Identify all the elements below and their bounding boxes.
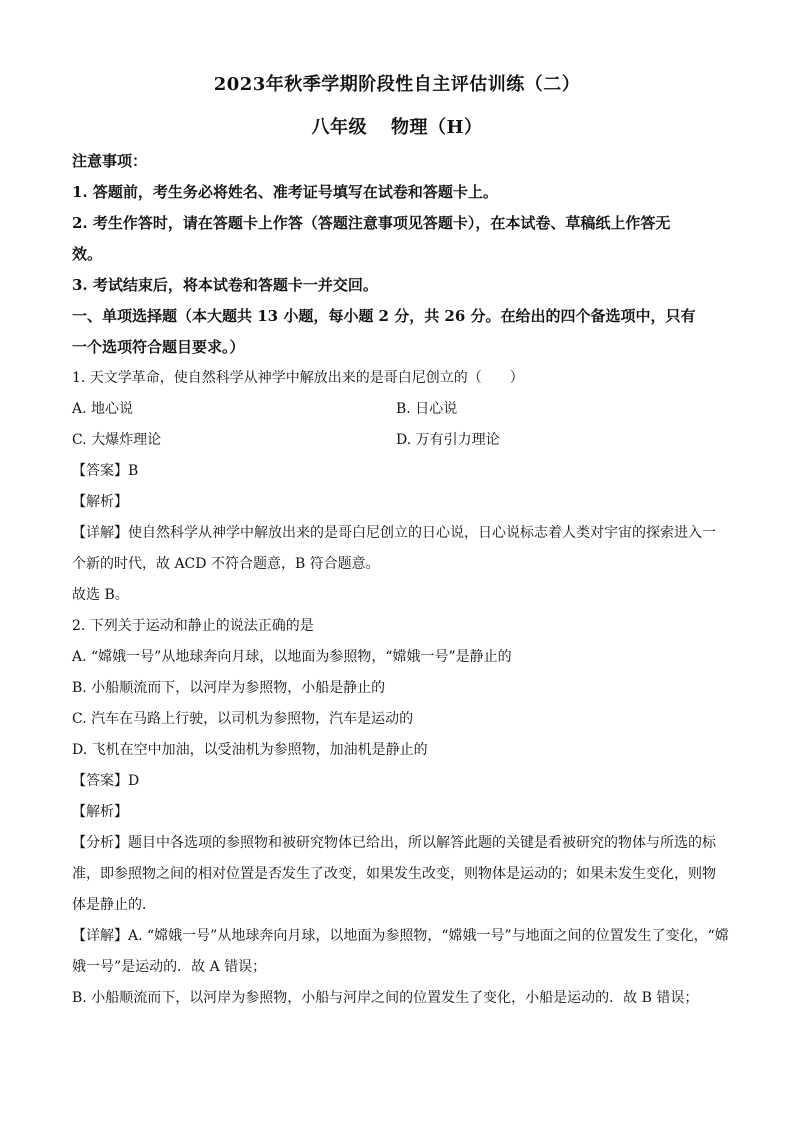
question-2-detail-line-3: B. 小船顺流而下，以河岸为参照物，小船与河岸之间的位置发生了变化，小船是运动的．故 B 错误； (72, 990, 699, 1006)
question-1-option-c: C. 大爆炸理论 (72, 432, 162, 448)
question-1-conclusion: 故选 B。 (72, 587, 129, 603)
question-2-analysis-label: 【解析】 (72, 804, 128, 820)
question-2-option-c: C. 汽车在马路上行驶，以司机为参照物，汽车是运动的 (72, 711, 414, 727)
question-1-options-row-2 (72, 425, 724, 456)
notice-item-1: 1. 答题前，考生务必将姓名、准考证号填写在试卷和答题卡上。 (72, 183, 498, 201)
question-1-option-b: B. 日心说 (396, 401, 458, 417)
question-1-answer: 【答案】B (72, 463, 139, 479)
question-2-detail-line-2: 娥一号”是运动的．故 A 错误； (72, 959, 267, 975)
subject-label: 物理（H） (390, 117, 483, 138)
question-1-detail-line-1: 【详解】使自然科学从神学中解放出来的是哥白尼创立的日心说，日心说标志着人类对宇宙的探索进入一 (72, 525, 716, 541)
question-2-fenxi-line-1: 【分析】题目中各选项的参照物和被研究物体已给出，所以解答此题的关键是看被研究的物体与所选的标 (72, 835, 716, 851)
question-1-analysis-label: 【解析】 (72, 494, 128, 510)
question-2-option-b: B. 小船顺流而下，以河岸为参照物，小船是静止的 (72, 680, 386, 696)
question-1-option-d: D. 万有引力理论 (396, 432, 500, 448)
exam-title: 2023年秋季学期阶段性自主评估训练（二） (213, 74, 581, 95)
question-2-detail-line-1: 【详解】A. “嫦娥一号”从地球奔向月球，以地面为参照物，“嫦娥一号”与地面之间的位置发生了变化，“嫦 (72, 928, 729, 944)
section-heading-line-1: 一、单项选择题（本大题共 13 小题，每小题 2 分，共 26 分。在给出的四个备选项中，只有 (72, 307, 696, 325)
question-1-detail-line-2: 个新的时代，故 ACD 不符合题意，B 符合题意。 (72, 556, 380, 572)
notice-heading: 注意事项： (72, 152, 148, 170)
question-2-fenxi-line-2: 准，即参照物之间的相对位置是否发生了改变，如果发生改变，则物体是运动的；如果未发生变化，则物 (72, 866, 716, 882)
notice-item-2-line-2: 效。 (72, 245, 103, 263)
exam-subtitle (0, 113, 794, 139)
section-heading-line-2: 一个选项符合题目要求。） (72, 338, 245, 356)
grade-label: 八年级 (311, 117, 367, 138)
notice-item-2-line-1: 2. 考生作答时，请在答题卡上作答（答题注意事项见答题卡），在本试卷、草稿纸上作答无 (72, 214, 671, 232)
question-1-options-row-1 (72, 394, 724, 425)
question-1-stem: 1. 天文学革命，使自然科学从神学中解放出来的是哥白尼创立的（ ） (72, 370, 524, 386)
question-2-stem: 2. 下列关于运动和静止的说法正确的是 (72, 618, 314, 634)
question-2-answer: 【答案】D (72, 773, 140, 789)
document-body (72, 146, 729, 1014)
notice-item-3: 3. 考试结束后，将本试卷和答题卡一并交回。 (72, 276, 378, 294)
question-1-option-a: A. 地心说 (72, 401, 134, 417)
question-2-option-a: A. “嫦娥一号”从地球奔向月球，以地面为参照物，“嫦娥一号”是静止的 (72, 649, 512, 665)
question-2-option-d: D. 飞机在空中加油，以受油机为参照物，加油机是静止的 (72, 742, 428, 758)
question-2-fenxi-line-3: 体是静止的． (72, 897, 156, 913)
